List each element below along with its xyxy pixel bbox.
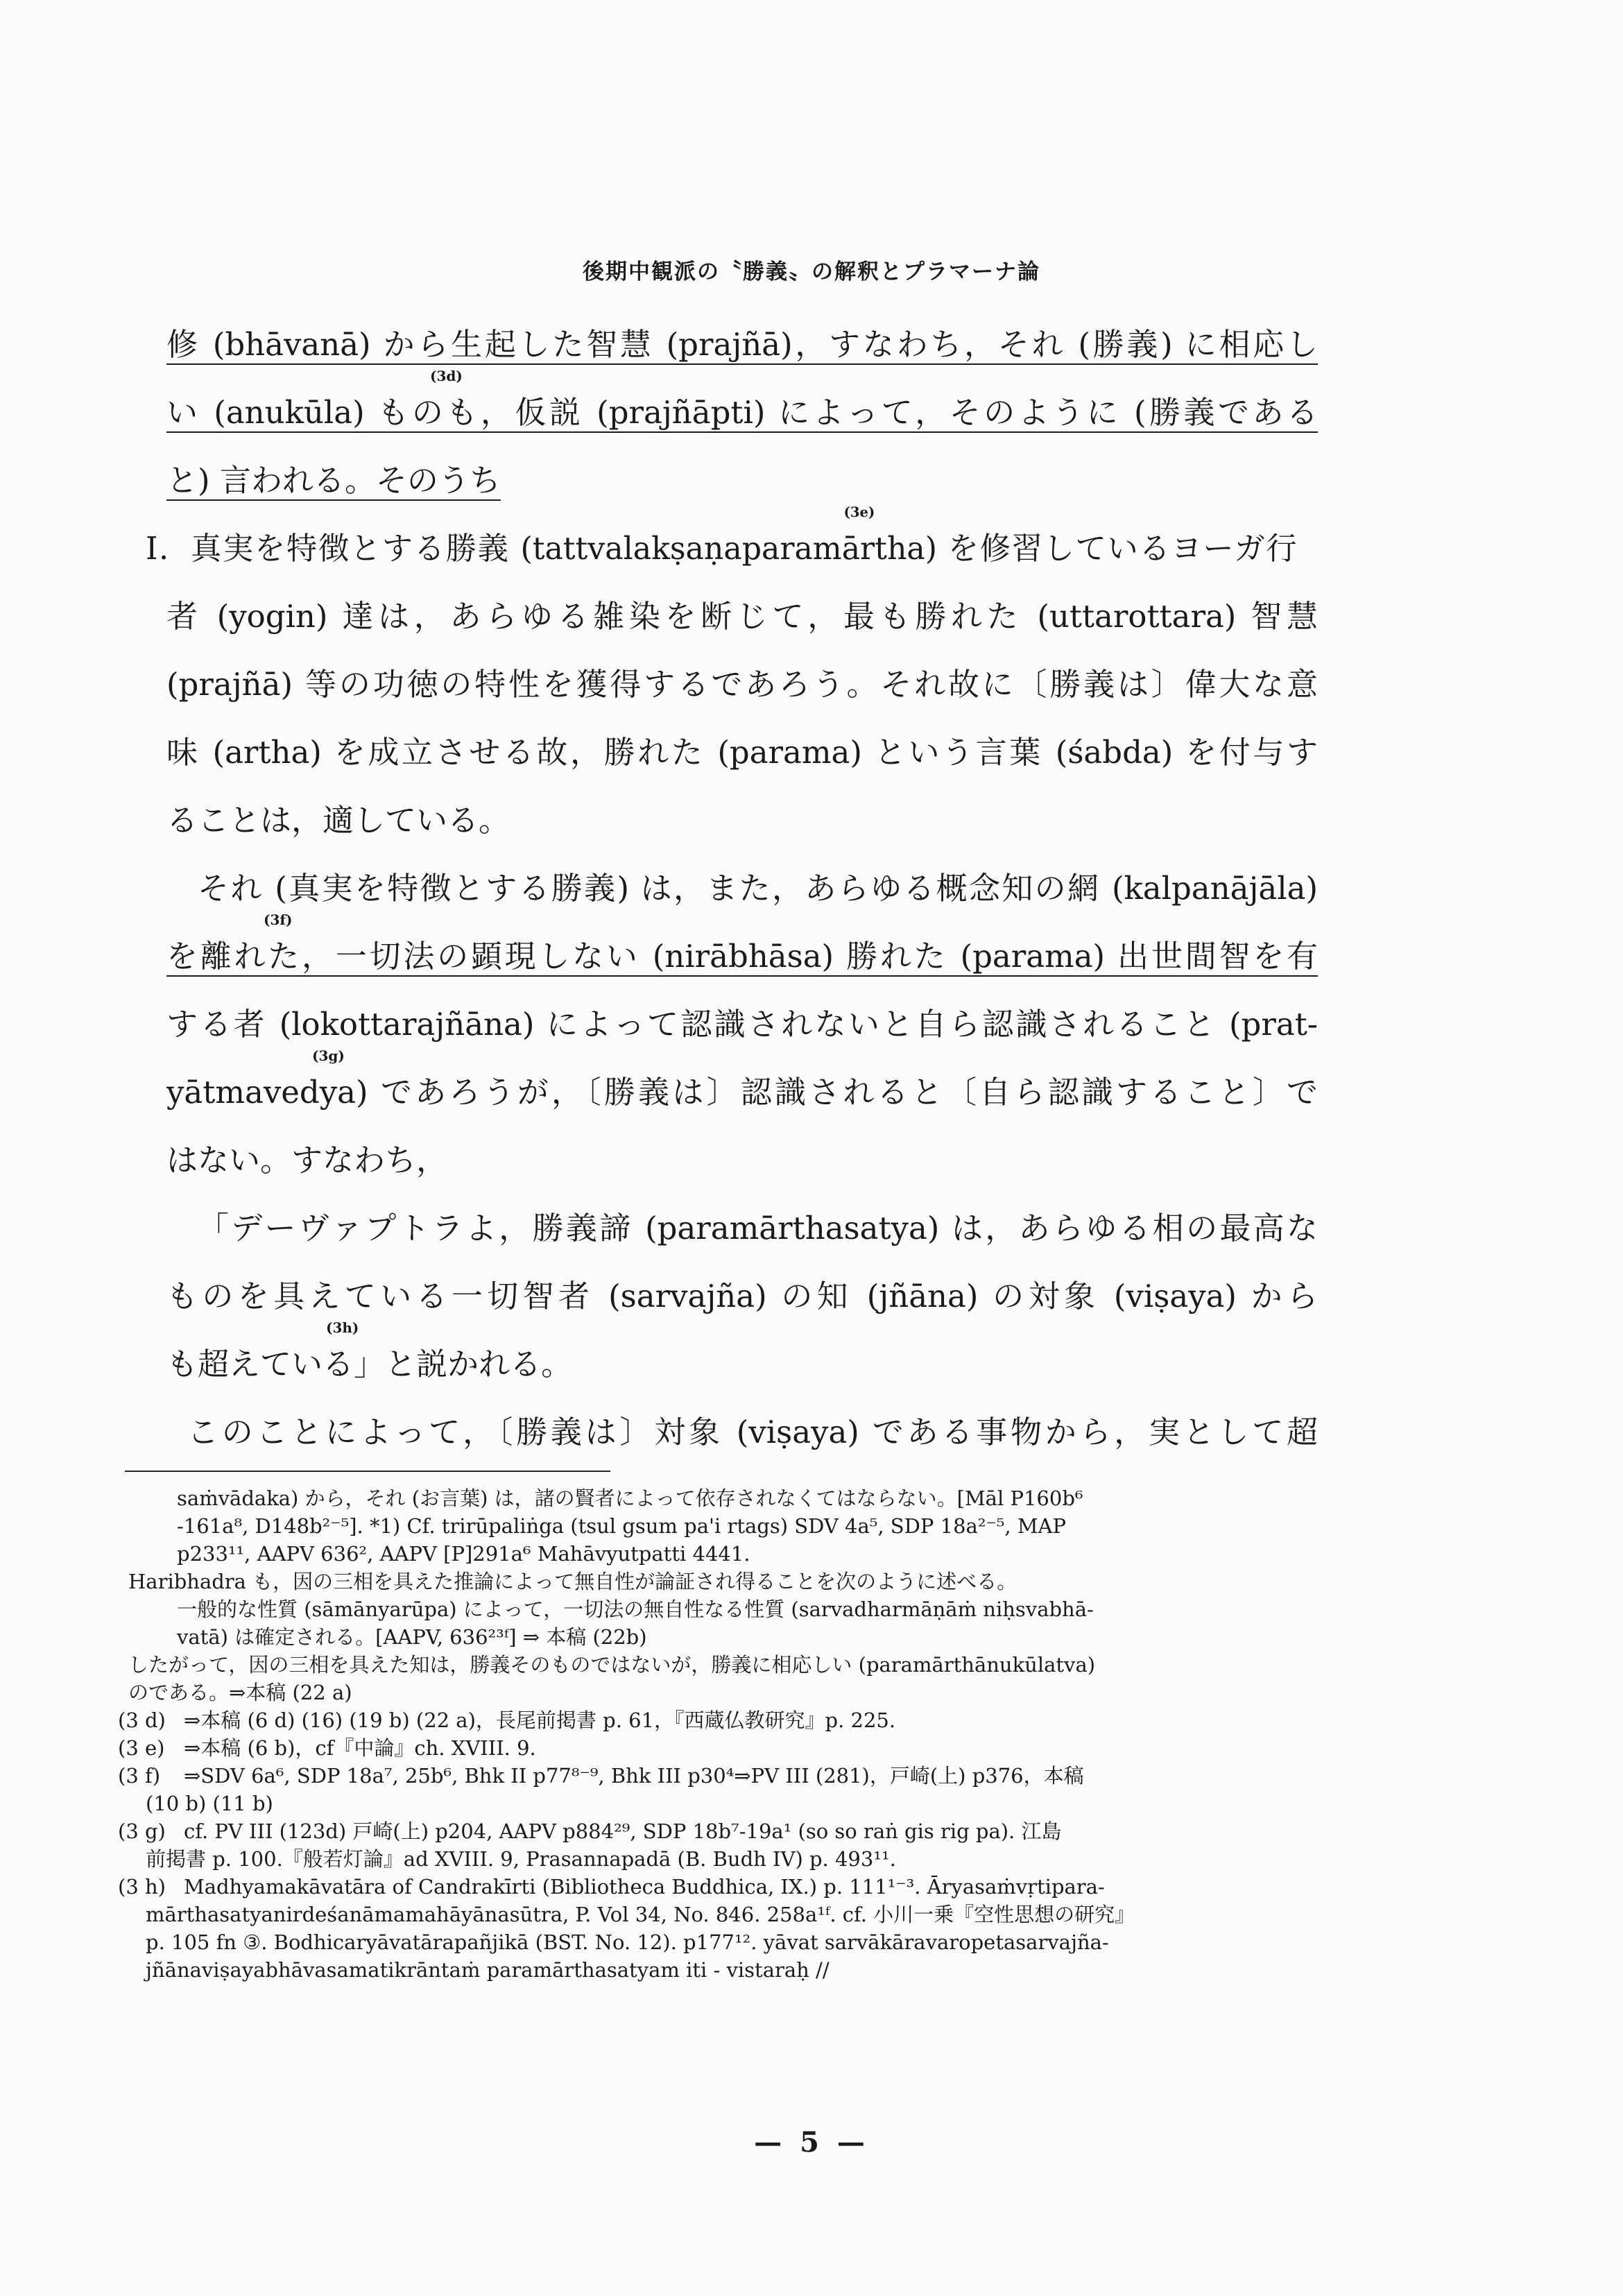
- note-marker-3f: (3f): [264, 911, 293, 928]
- footnote-line: したがって，因の三相を具えた知は，勝義そのものではないが，勝義に相応しい (paramārthānukūlatva): [128, 1653, 1096, 1677]
- body-line: [166, 911, 1318, 991]
- body-line-text: を離れた，一切法の顕現しない (nirābhāsa) 勝れた (parama) 出世間智を有: [166, 938, 1318, 975]
- body-line: 修 (bhāvanā) から生起した智慧 (prajñā)，すなわち，それ (勝義) に相応し: [166, 326, 1318, 363]
- note-3d: [118, 1706, 1318, 1734]
- note-text: ⇒SDV 6a⁶, SDP 18a⁷, 25b⁶, Bhk II p77⁸⁻⁹, Bhk III p30⁴⇒PV III (281)，戸崎(上) p376，本稿: [184, 1764, 1084, 1788]
- note-3g: [118, 1817, 1318, 1845]
- note-text: ⇒本稿 (6 d) (16) (19 b) (22 a)，長尾前掲書 p. 61，『西蔵仏教研究』p. 225.: [184, 1708, 896, 1732]
- body-line: 「デーヴァプトラよ，勝義諦 (paramārthasatya) は，あらゆる相の最高な: [198, 1210, 1318, 1246]
- footnote-rule: [125, 1471, 610, 1472]
- running-title: 後期中観派の〝勝義〟の解釈とプラマーナ論: [583, 259, 1040, 284]
- note-text: (10 b) (11 b): [146, 1792, 273, 1815]
- footnote-line: のである。⇒本稿 (22 a): [128, 1681, 352, 1704]
- body-line: [166, 368, 1318, 447]
- note-label: (3 d): [118, 1708, 166, 1732]
- note-label: (3 f): [118, 1764, 161, 1788]
- footnote-line: -161a⁸, D148b²⁻⁵]. *1) Cf. trirūpaliṅga (tsul gsum pa'i rtags) SDV 4a⁵, SDP 18a²⁻⁵, MAP: [177, 1514, 1066, 1538]
- body-line: それ (真実を特徴とする勝義) は，また，あらゆる概念知の網 (kalpanājāla): [198, 870, 1318, 907]
- body-line-text: い (anukūla) ものも，仮説 (prajñāpti) によって，そのように (勝義である: [166, 394, 1318, 431]
- note-3h: [118, 1873, 1318, 1901]
- note-text: ⇒本稿 (6 b)，cf『中論』ch. XVIII. 9.: [184, 1736, 536, 1760]
- body-line-text: も超えている」と説かれる。: [166, 1346, 573, 1382]
- footnote-line: saṁvādaka) から，それ (お言葉) は，諸の賢者によって依存されなくてはならない。[Māl P160b⁶: [177, 1487, 1083, 1510]
- note-text: Madhyamakāvatāra of Candrakīrti (Bibliotheca Buddhica, IX.) p. 111¹⁻³. Āryasaṁvṛtipara-: [184, 1875, 1105, 1899]
- body-line-text: Ⅰ．真実を特徴とする勝義 (tattvalakṣaṇaparamārtha) を修習しているヨーガ行: [146, 530, 1297, 567]
- note-text: mārthasatyanirdeśanāmamahāyānasūtra, P. Vol 34, No. 846. 258a¹ᶠ. cf. 小川一乗『空性思想の研究』: [146, 1903, 1135, 1926]
- body-line: [166, 1319, 1318, 1398]
- body-line: このことによって，〔勝義は〕対象 (viṣaya) である事物から，実として超: [187, 1414, 1318, 1450]
- note-marker-3e: (3e): [843, 504, 875, 520]
- body-line: する者 (lokottarajñāna) によって認識されないと自ら認識されること (prat-: [166, 1006, 1318, 1043]
- footnote-line: 一般的な性質 (sāmānyarūpa) によって，一切法の無自性なる性質 (sarvadharmāṇāṁ niḥsvabhā-: [177, 1597, 1094, 1621]
- footnote-line: p233¹¹, AAPV 636², AAPV [P]291a⁶ Mahāvyutpatti 4441.: [177, 1542, 750, 1566]
- note-label: (3 e): [118, 1736, 165, 1760]
- note-3f: [118, 1762, 1318, 1790]
- note-text: jñānaviṣayabhāvasamatikrāntaṁ paramārthasatyam iti - vistaraḥ //: [146, 1958, 830, 1982]
- footnotes: [118, 1484, 1318, 1984]
- footnote-line: Haribhadra も，因の三相を具えた推論によって無自性が論証され得ることを次のように述べる。: [128, 1570, 1017, 1593]
- note-marker-3h: (3h): [326, 1319, 359, 1336]
- note-marker-3g: (3g): [312, 1047, 345, 1064]
- body-line: 味 (artha) を成立させる故，勝れた (parama) という言葉 (śabda) を付与す: [166, 734, 1318, 771]
- note-label: (3 h): [118, 1875, 166, 1899]
- note-marker-3d: (3d): [430, 368, 463, 384]
- note-3e: [118, 1734, 1318, 1762]
- note-text: 前掲書 p. 100.『般若灯論』ad XVIII. 9, Prasannapadā (B. Budh IV) p. 493¹¹.: [146, 1847, 896, 1871]
- body-line: ることは，適している。: [166, 802, 510, 839]
- body-line: (prajñā) 等の功徳の特性を獲得するであろう。それ故に〔勝義は〕偉大な意: [166, 666, 1318, 703]
- body-line: [166, 1047, 1318, 1126]
- note-text: cf. PV III (123d) 戸崎(上) p204, AAPV p884²⁹, SDP 18b⁷-19a¹ (so so raṅ gis rig pa). 江島: [184, 1819, 1062, 1843]
- body-line: はない。すなわち，: [166, 1142, 448, 1179]
- main-text: [146, 311, 1318, 1466]
- body-line: ものを具えている一切智者 (sarvajña) の知 (jñāna) の対象 (viṣaya) から: [166, 1278, 1318, 1314]
- footnote-line: vatā) は確定される。[AAPV, 636²³ᶠ] ⇒ 本稿 (22b): [177, 1625, 647, 1649]
- note-text: p. 105 fn ③. Bodhicaryāvatārapañjikā (BST. No. 12). p177¹². yāvat sarvākāravaropetasarvajña-: [146, 1930, 1109, 1954]
- body-line: と) 言われる。そのうち: [166, 462, 501, 499]
- page-number: — 5 —: [754, 2126, 869, 2159]
- body-line-text: yātmavedya) であろうが，〔勝義は〕認識されると〔自ら認識すること〕で: [166, 1074, 1318, 1111]
- body-line: [146, 504, 1297, 583]
- note-label: (3 g): [118, 1819, 166, 1843]
- body-line: 者 (yogin) 達は，あらゆる雑染を断じて，最も勝れた (uttarottara) 智慧: [166, 598, 1318, 635]
